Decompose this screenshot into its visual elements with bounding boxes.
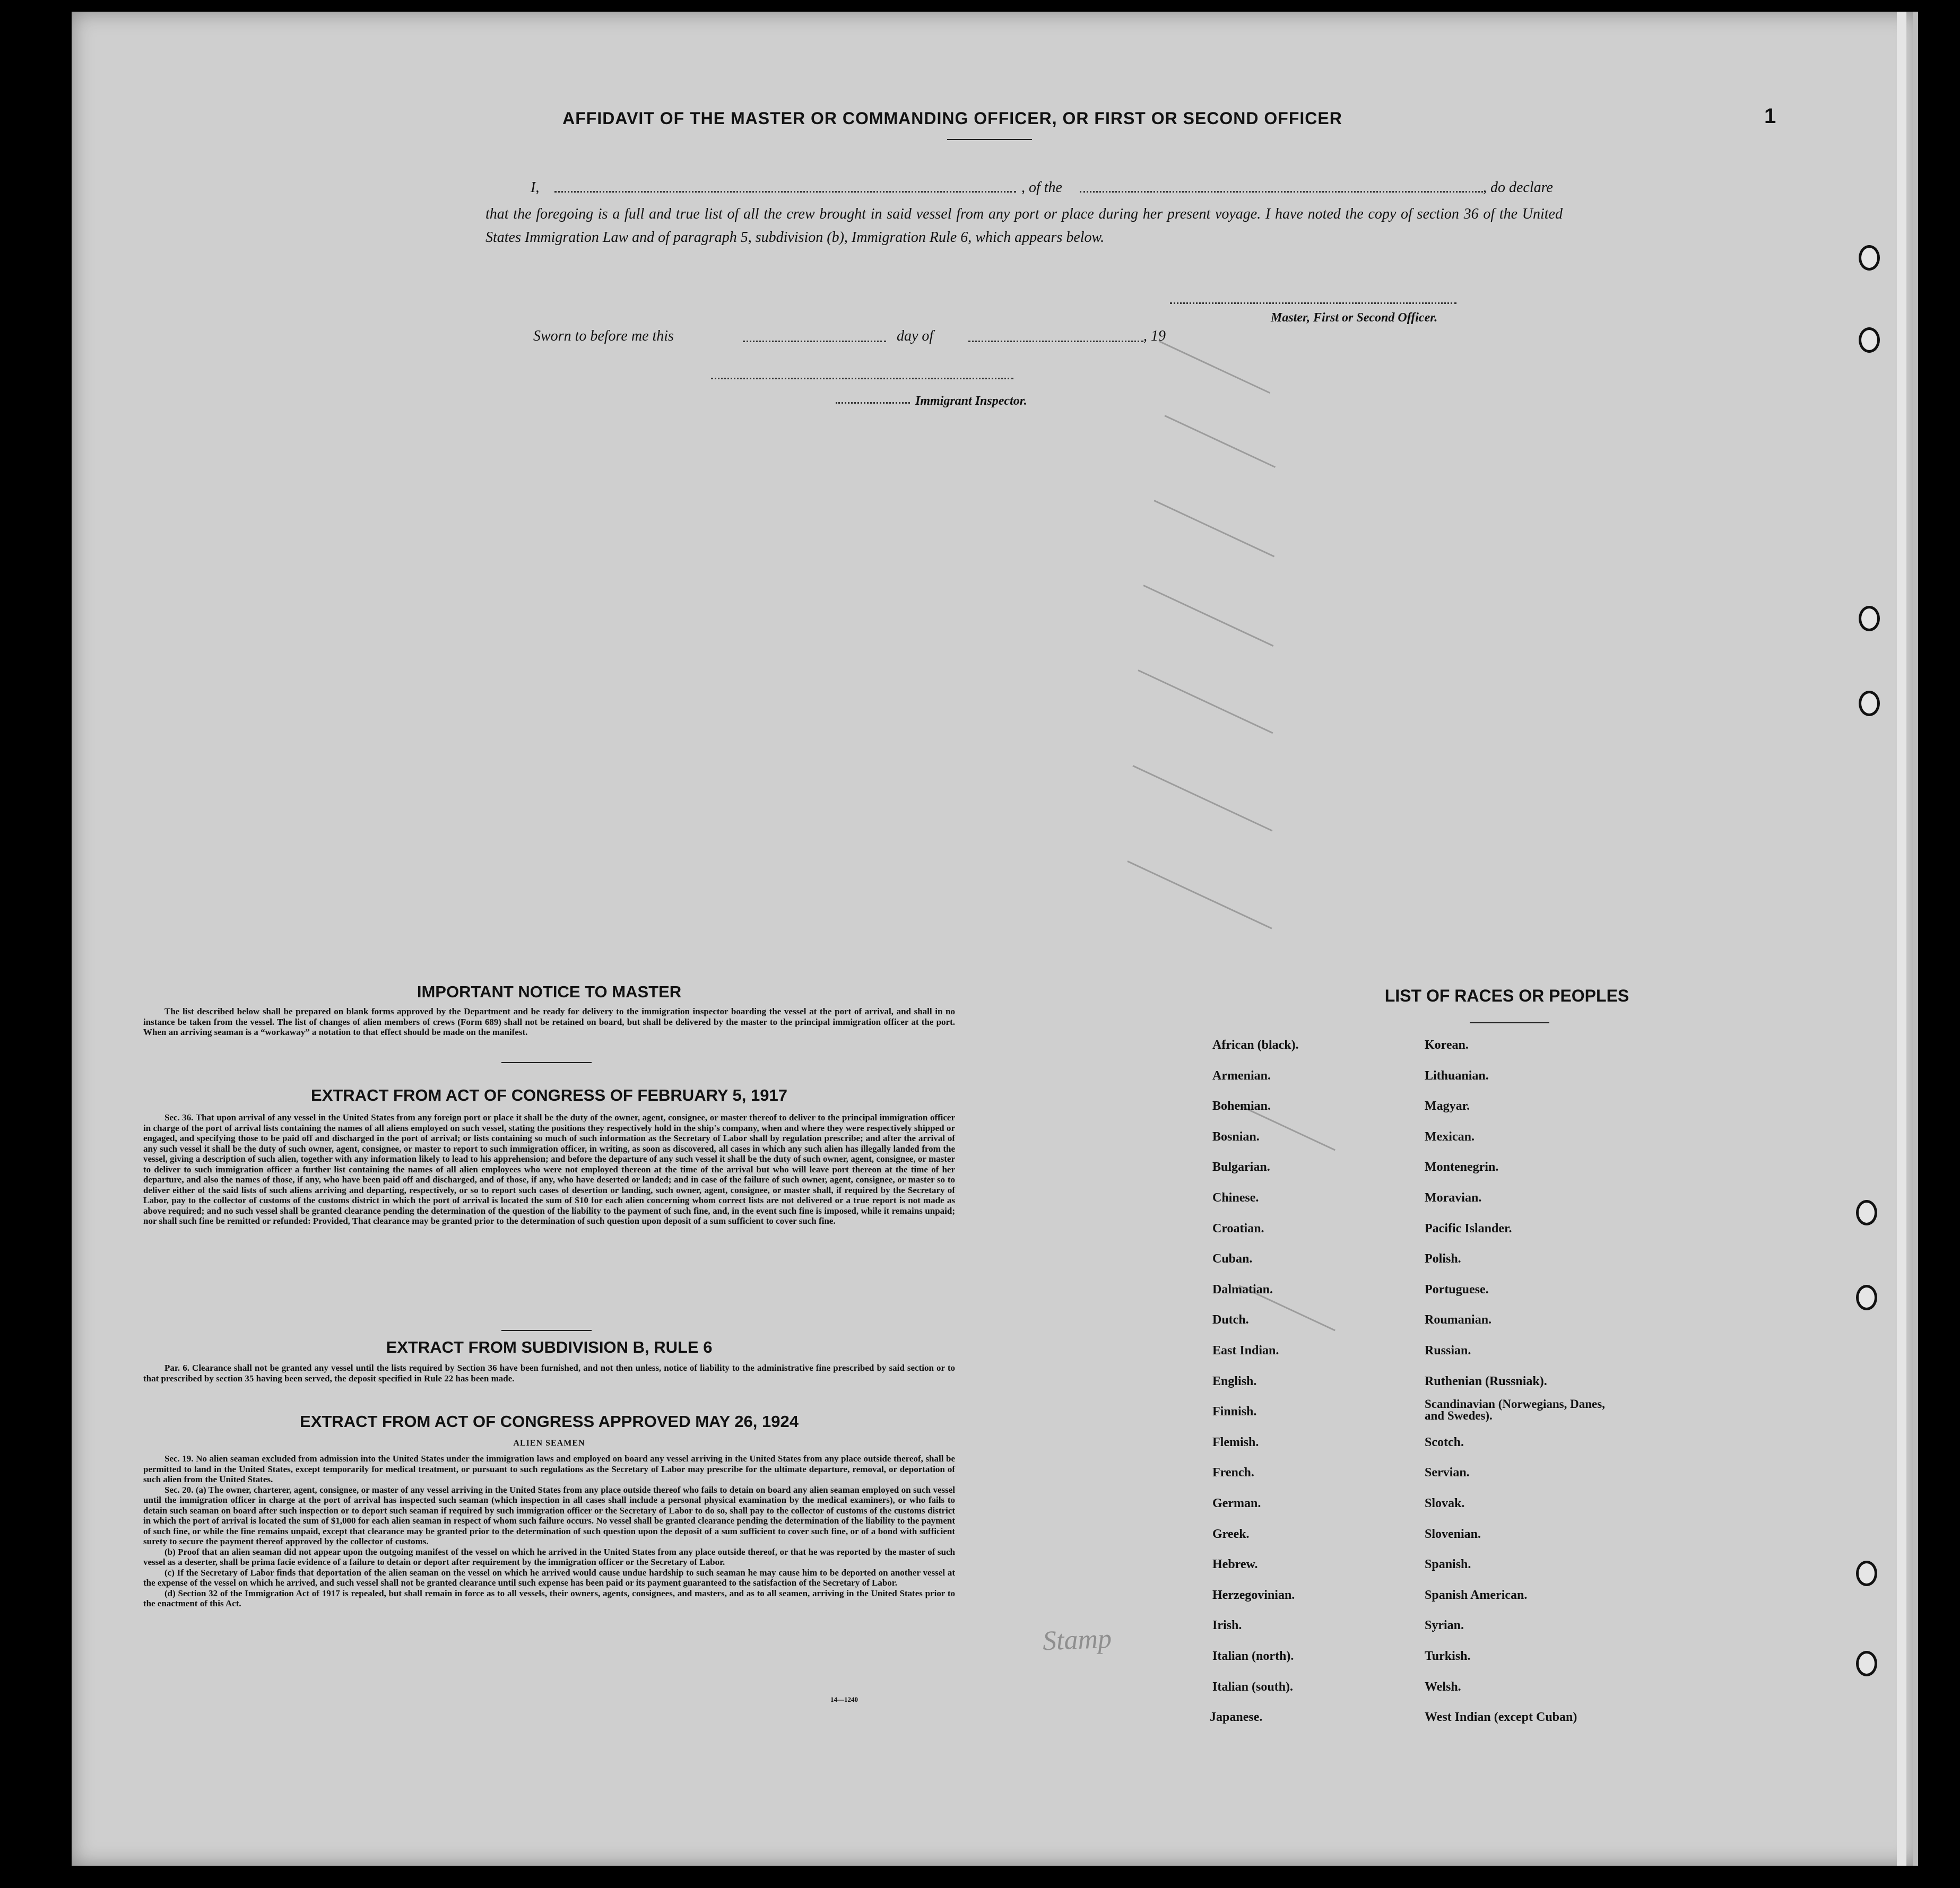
alien-seamen-heading: ALIEN SEAMEN	[513, 1439, 585, 1448]
document-page	[72, 12, 1918, 1866]
race-item: Mexican.	[1425, 1129, 1475, 1144]
race-item: Bosnian.	[1212, 1129, 1260, 1144]
title-underline	[947, 139, 1032, 140]
inspector-signature-line-short[interactable]	[836, 402, 910, 404]
binder-hole	[1859, 327, 1880, 353]
race-item: Russian.	[1425, 1344, 1471, 1358]
master-signature-line[interactable]	[1170, 302, 1456, 304]
month-blank[interactable]	[968, 341, 1143, 342]
race-item: Bohemian.	[1212, 1099, 1271, 1113]
par-6-paragraph: Par. 6. Clearance shall not be granted any vessel until the lists required by Section 36 have been furnished, and not then unless, notice of liability to the administrative fine prescribed by said section or to that prescribed by section 35 having been served, the deposit specified in Rule 22 has been made.	[143, 1363, 955, 1384]
affidavit-title: AFFIDAVIT OF THE MASTER OR COMMANDING OFFICER, OR FIRST OR SECOND OFFICER	[562, 109, 1342, 128]
race-item: Italian (north).	[1212, 1649, 1294, 1663]
race-item: Hebrew.	[1212, 1558, 1258, 1572]
binder-hole	[1856, 1651, 1877, 1676]
sworn-day-of: day of	[897, 328, 934, 344]
bleed-through-mark	[1132, 765, 1272, 831]
race-item: East Indian.	[1212, 1344, 1279, 1358]
form-number: 14—1240	[830, 1695, 858, 1703]
race-item: English.	[1212, 1374, 1257, 1388]
race-item: Slovak.	[1425, 1497, 1465, 1510]
vessel-blank[interactable]	[1080, 191, 1483, 193]
race-item: Dutch.	[1212, 1313, 1249, 1327]
race-item: Korean.	[1425, 1038, 1469, 1052]
notice-paragraph: The list described below shall be prepared on blank forms approved by the Department and be ready for delivery to the immigration inspector boarding the vessel at the port of arrival, and shall in no instance be taken from the vessel. The list of changes of alien members of crews (Form 689) shall not be retained on board, but shall be delivered by the master to the principal immigration officer at the port. When an arriving seaman is a “workaway” a notation to that effect should be made on the manifest.	[143, 1006, 955, 1037]
race-item: Irish.	[1212, 1619, 1242, 1633]
bleed-through-mark	[1143, 585, 1273, 647]
affidavit-of-the: , of the	[1021, 179, 1062, 196]
race-item: Dalmatian.	[1212, 1282, 1273, 1297]
section-36-paragraph: Sec. 36. That upon arrival of any vessel in the United States from any foreign port or place it shall be the duty of the owner, agent, consignee, or master thereof to deliver to the principal immigration officer in charge of the port of arrival lists containing the names of all aliens employed on such vessel, stating the positions they respectively hold in the ship's company, when and where they were respectively shipped or engaged, and specifying those to be paid off and discharged in the port of arrival; or lists containing so much of such information as the Secretary of Labor shall by regulation prescribe; and after the arrival of any such vessel it shall be the duty of such owner, agent, consignee, or master to report to such immigration officer, in writing, as soon as discovered, all cases in which any such alien has illegally landed from the vessel, giving a description of such alien, together with any information likely to lead to his apprehension; and before the departure of any such vessel it shall be the duty of such owner, agent, consignee, or master to deliver to such immigration officer a further list containing the names of all alien employees who were not employed thereon at the time of the arrival but who will leave port thereon at the time of her departure, and also the names of those, if any, who have been paid off and discharged, and of those, if any, who have deserted or landed; and in case of the failure of such owner, agent, consignee, or master so to deliver either of the said lists of such aliens arriving and departing, respectively, or so to report such cases of desertion or landing, such owner, agent, consignee, or master shall, if required by the Secretary of Labor, pay to the collector of customs of the customs district in which the port of arrival is located the sum of $10 for each alien concerning whom correct lists are not delivered or a true report is not made as above required; and no such vessel shall be granted clearance pending the determination of the question of the liability to the payment of such fine, and, in the event such fine is imposed, while it remains unpaid; nor shall such fine be remitted or refunded: Provided, That clearance may be granted prior to the determination of such question upon deposit of a sum sufficient to cover such fine.	[143, 1112, 955, 1226]
race-item: Turkish.	[1425, 1649, 1471, 1663]
binder-hole	[1856, 1561, 1877, 1586]
binder-holes	[1859, 12, 1890, 1866]
sec-20b-paragraph: (b) Proof that an alien seaman did not appear upon the outgoing manifest of the vessel on which he arrived in the United States from any place outside thereof, or that he was reported by the master of such vessel as a deserter, shall be prima facie evidence of a failure to detain or deport after requirement by the immigration officer or the Secretary of Labor.	[143, 1546, 955, 1567]
affidavit-declare: , do declare	[1483, 179, 1553, 196]
race-item: Flemish.	[1212, 1435, 1259, 1449]
sworn-prefix: Sworn to before me this	[533, 328, 674, 344]
extract-1924-body	[143, 1454, 955, 1609]
affidavit-i: I,	[531, 179, 540, 196]
race-item: Pacific Islander.	[1425, 1221, 1512, 1236]
inspector-label: Immigrant Inspector.	[915, 394, 1027, 408]
sec-20d-paragraph: (d) Section 32 of the Immigration Act of 1917 is repealed, but shall remain in force as to all vessels, their owners, agents, consignees, and masters, and as to all seamen, arriving in the United States prior to the enactment of this Act.	[143, 1588, 955, 1608]
race-item: Roumanian.	[1425, 1313, 1492, 1327]
master-signature-label: Master, First or Second Officer.	[1271, 311, 1438, 325]
extract-1917-title: EXTRACT FROM ACT OF CONGRESS OF FEBRUARY 5, 1917	[311, 1086, 787, 1104]
sec-20c-paragraph: (c) If the Secretary of Labor finds that deportation of the alien seaman on the vessel on which he arrived would cause undue hardship to such seaman he may cause him to be deported on another vessel at the expense of the vessel on which he arrived, and such vessel shall not be granted clearance until such expense has been paid or its payment guaranteed to the satisfaction of the Secretary of Labor.	[143, 1567, 955, 1588]
race-item: Bulgarian.	[1212, 1160, 1270, 1174]
bleed-through-mark	[1138, 669, 1273, 734]
race-item: Magyar.	[1425, 1099, 1470, 1113]
race-item: West Indian (except Cuban)	[1425, 1710, 1577, 1725]
races-title: LIST OF RACES OR PEOPLES	[1384, 986, 1629, 1005]
section-divider	[501, 1330, 592, 1331]
race-item: Finnish.	[1212, 1405, 1257, 1419]
race-item: Portuguese.	[1425, 1282, 1489, 1297]
bleed-through-mark	[1164, 415, 1276, 468]
race-item: Cuban.	[1212, 1252, 1253, 1266]
day-blank[interactable]	[743, 341, 886, 342]
race-item: French.	[1212, 1466, 1254, 1480]
notice-body	[143, 1006, 955, 1038]
race-item: Lithuanian.	[1425, 1068, 1489, 1083]
bleed-through-mark	[1154, 500, 1274, 557]
race-item: Montenegrin.	[1425, 1160, 1499, 1174]
race-item: Japanese.	[1210, 1710, 1263, 1725]
binder-hole	[1856, 1200, 1877, 1225]
race-item: Scotch.	[1425, 1435, 1464, 1449]
race-item: Scandinavian (Norwegians, Danes, and Swedes).	[1425, 1397, 1605, 1423]
page-edge	[1897, 12, 1906, 1866]
race-item: Welsh.	[1425, 1680, 1461, 1694]
extract-rule6-body	[143, 1363, 955, 1384]
binder-hole	[1859, 606, 1880, 631]
race-item: Polish.	[1425, 1252, 1461, 1266]
race-item: German.	[1212, 1497, 1261, 1510]
race-item: Ruthenian (Russniak).	[1425, 1374, 1547, 1388]
race-item: African (black).	[1212, 1038, 1299, 1052]
sec-20a-paragraph: Sec. 20. (a) The owner, charterer, agent, consignee, or master of any vessel arriving in the United States from any place outside thereof who fails to detain on board any alien seaman employed on such vessel until the immigration officer in charge at the port of arrival has inspected such seaman (which inspection in all cases shall include a personal physical examination by the medical examiners), or who fails to detain such seaman on board after such inspection or to deport such seaman if required by such immigration officer or the Secretary of Labor to do so, shall pay to the collector of customs of the customs district in which the port of arrival is located the sum of $1,000 for each alien seaman in respect of whom such failure occurs. No vessel shall be granted clearance pending the determination of the liability to the payment of such fine, or while the fine remains unpaid, except that clearance may be granted prior to the determination of such question upon the deposit of a sum sufficient to cover such fine, or of a bond with sufficient surety to secure the payment thereof approved by the collector of customs.	[143, 1484, 955, 1546]
race-item: Chinese.	[1212, 1191, 1259, 1205]
affidavit-body: that the foregoing is a full and true list of all the crew brought in said vessel from any port or place during her present voyage. I have noted the copy of section 36 of the United States Immigration Law and of paragraph 5, subdivision (b), Immigration Rule 6, which appears below.	[485, 206, 1563, 246]
race-item: Italian (south).	[1212, 1680, 1294, 1694]
extract-1917-body	[143, 1112, 955, 1226]
extract-1924-title: EXTRACT FROM ACT OF CONGRESS APPROVED MAY 26, 1924	[300, 1412, 799, 1431]
race-item: Armenian.	[1212, 1068, 1271, 1083]
races-title-underline	[1470, 1022, 1549, 1023]
race-item: Spanish American.	[1425, 1588, 1528, 1602]
inspector-signature-line[interactable]	[711, 378, 1013, 379]
page-number: 1	[1764, 105, 1776, 128]
race-item: Syrian.	[1425, 1619, 1464, 1633]
race-item: Herzegovinian.	[1212, 1588, 1295, 1602]
race-item: Croatian.	[1212, 1221, 1264, 1236]
notice-title: IMPORTANT NOTICE TO MASTER	[417, 982, 682, 1001]
sworn-year: , 19	[1143, 328, 1166, 344]
name-blank[interactable]	[554, 191, 1016, 193]
section-divider	[501, 1062, 592, 1063]
binder-hole	[1859, 691, 1880, 716]
race-item: Spanish.	[1425, 1558, 1471, 1572]
sec-19-paragraph: Sec. 19. No alien seaman excluded from admission into the United States under the immigration laws and employed on board any vessel arriving in the United States from any place outside thereof, shall be permitted to land in the United States, except temporarily for medical treatment, or pursuant to such regulations as the Secretary of Labor may prescribe for the ultimate departure, removal, or deportation of such alien from the United States.	[143, 1454, 955, 1484]
binder-hole	[1856, 1285, 1877, 1310]
extract-rule6-title: EXTRACT FROM SUBDIVISION B, RULE 6	[386, 1338, 713, 1356]
race-item: Moravian.	[1425, 1191, 1482, 1205]
race-item: Greek.	[1212, 1527, 1250, 1541]
binder-hole	[1859, 245, 1880, 271]
race-item: Servian.	[1425, 1466, 1470, 1480]
bleed-through-mark	[1159, 341, 1270, 394]
bleed-through-mark	[1127, 860, 1272, 929]
page-edge-shadow	[1913, 12, 1918, 1866]
race-item: Slovenian.	[1425, 1527, 1481, 1541]
handwritten-note: Stamp	[1042, 1623, 1112, 1657]
